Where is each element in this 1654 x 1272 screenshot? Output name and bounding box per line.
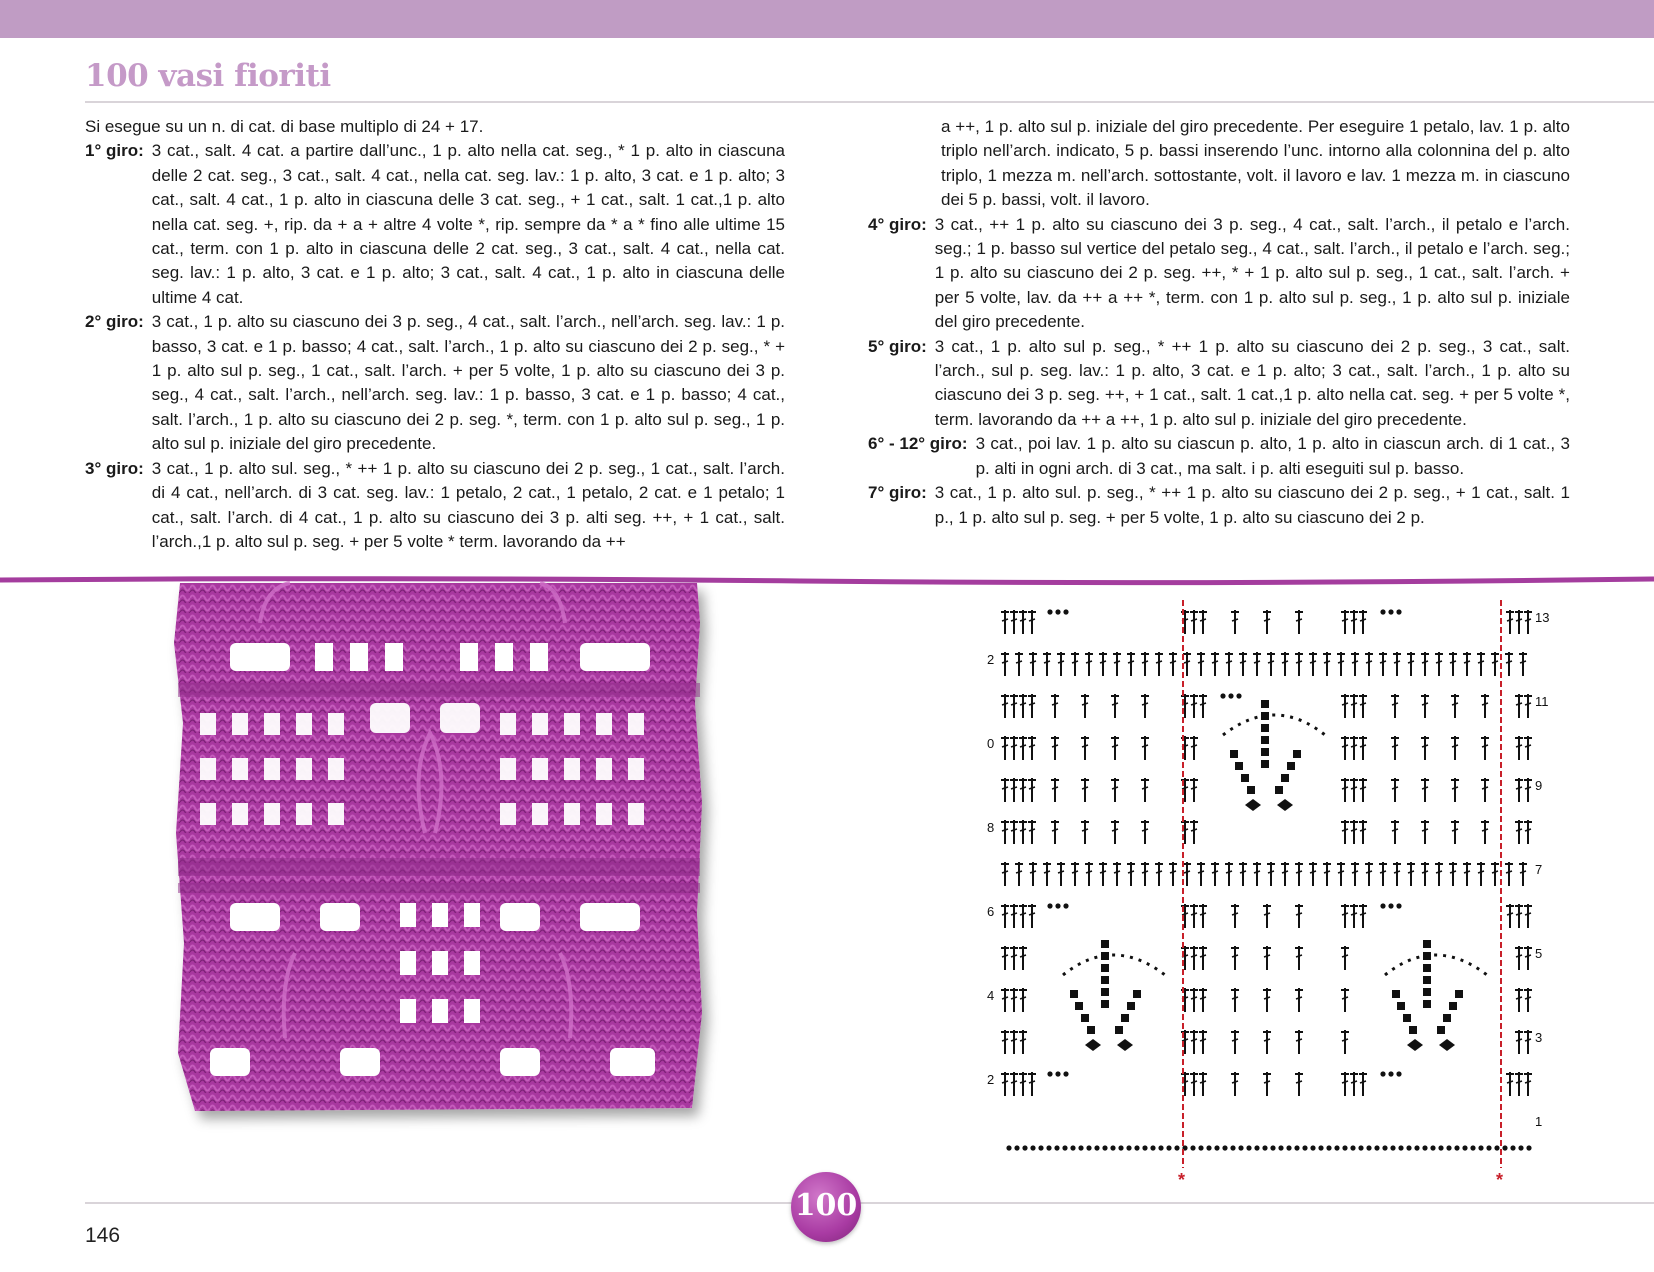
row-number-left: 0 [987, 736, 995, 751]
page-title: 100 vasi fioriti [85, 58, 331, 94]
repeat-marks [1178, 1170, 1503, 1190]
instruction-row-7 [868, 481, 1570, 530]
right-text-column [868, 115, 1570, 530]
row-label: 6° - 12° giro: [868, 434, 968, 454]
row-number-left: 4 [987, 988, 995, 1003]
row-numbers [987, 610, 1549, 1129]
page-number: 146 [85, 1224, 121, 1247]
row-text: 3 cat., 1 p. alto su ciascuno dei 3 p. seg., 4 cat., salt. l’arch., nell’arch. seg. lav.: 1 p. basso, 3 cat. e 1 p. basso; 4 cat., salt. l’arch., 1 p. alto su ciascuno dei 2 p. seg., * + 1 p. alto sul p. seg., 1 cat., salt. l’arch. + per 5 volte, 1 p. alto su ciascuno dei 3 p. seg., 4 cat., salt. l’arch., nell’arch. seg. lav.: 1 p. basso, 3 cat. e 1 p. basso; 4 cat., salt. l’arch., 1 p. alto su ciascuno dei 2 p. seg. *, term. con 1 p. alto sul p. seg., 1 p. alto sul p. iniziale del giro precedente. [151, 312, 785, 454]
crochet-swatch-photo [170, 583, 707, 1123]
intro-text: Si esegue su un n. di cat. di base multiplo di 24 + 17. [85, 117, 484, 136]
footer-divider [85, 1202, 1654, 1204]
row-number-right: 11 [1535, 694, 1549, 709]
row-label: 5° giro: [868, 336, 927, 356]
row-number-right: 13 [1535, 610, 1550, 625]
instruction-row-2 [85, 310, 785, 456]
instruction-row-6-12 [868, 432, 1570, 481]
row-label: 2° giro: [85, 312, 144, 332]
row-text: 3 cat., 1 p. alto sul p. seg., * ++ 1 p. alto su ciascuno dei 2 p. seg., 3 cat., salt. l’arch., sul p. seg. lav.: 1 p. alto, 3 cat. e 1 p. alto; 3 cat., salt. l’arch., 1 p. alto su ciascuno dei 3 p. seg. ++, + 1 cat., salt. 1 cat.,1 p. alto nella cat. seg. + per 5 volte *, term. lavorando da ++ a ++, 1 p. alto sul p. iniziale del giro precedente. [934, 336, 1570, 429]
row-label: 1° giro: [85, 141, 144, 161]
row-text: 3 cat., 1 p. alto sul. seg., * ++ 1 p. alto su ciascuno dei 2 p. seg., 1 cat., salt. l’arch. di 4 cat., nell’arch. di 3 cat. seg. lav.: 1 petalo, 2 cat., 1 petalo, 2 cat. e 1 petalo; 1 cat., salt. l’arch. di 4 cat., 1 p. alto su ciascuno dei 3 p. alti seg. ++, + 1 cat., salt. l’arch.,1 p. alto sul p. seg. + per 5 volte * term. lavorando da ++ [151, 458, 785, 551]
repeat-mark: * [1496, 1170, 1504, 1190]
petal-motifs [1063, 700, 1487, 1051]
instruction-row-4 [868, 213, 1570, 335]
row-number-left: 6 [987, 904, 995, 919]
pattern-number: 100 [794, 1188, 858, 1223]
row-text: 3 cat., salt. 4 cat. a partire dall’unc., 1 p. alto nella cat. seg., * 1 p. alto in ciascuna delle 2 cat. seg., 3 cat., salt. 4 cat., nella cat. seg. lav.: 1 p. alto, 3 cat. e 1 p. alto; 3 cat., salt. 4 cat., 1 p. alto in ciascuna delle 3 cat. seg., + 1 cat., salt. 1 cat.,1 p. alto nella cat. seg. +, rip. da + a + altre 4 volte *, rip. sempre da * a * fino alle ultime 15 cat., term. con 1 p. alto in ciascuna delle 2 cat. seg., 3 cat., salt. 4 cat., nella cat. seg. lav.: 1 p. alto, 3 cat. e 1 p. alto; 3 cat., salt. 4 cat., 1 p. alto in ciascuna delle ultime 4 cat. [151, 141, 785, 307]
instruction-row-5 [868, 335, 1570, 433]
row-label: 4° giro: [868, 214, 927, 234]
crochet-stitch-chart [987, 600, 1575, 1190]
left-text-column [85, 115, 785, 554]
row-number-right: 7 [1535, 862, 1543, 877]
row-text: 3 cat., ++ 1 p. alto su ciascuno dei 3 p. seg., 4 cat., salt. l’arch., il petalo e l’arch. seg.; 1 p. basso sul vertice del petalo seg., 4 cat., salt. l’arch., il petalo e l’arch. seg.; 1 p. alto su ciascuno dei 2 p. seg. ++, * + 1 p. alto sul p. seg., 1 cat., salt. l’arch. + per 5 volte, lav. da ++ a ++ *, term. con 1 p. alto sul p. seg., 1 p. alto sul p. iniziale del giro precedente. [934, 214, 1570, 332]
row-number-right: 1 [1535, 1114, 1543, 1129]
row-number-left: 2 [987, 652, 995, 667]
stitch-rows [1001, 609, 1532, 1150]
repeat-mark: * [1178, 1170, 1186, 1190]
row-label: 3° giro: [85, 458, 144, 478]
instruction-row-3 [85, 457, 785, 555]
title-divider [85, 101, 1654, 103]
instruction-row-1 [85, 139, 785, 310]
row-text: 3 cat., poi lav. 1 p. alto su ciascun p. alto, 1 p. alto in ciascun arch. di 1 cat., 3 p. alti in ogni arch. di 3 cat., ma salt. i p. alti eseguiti sul p. basso. [975, 434, 1570, 478]
row-number-left: 2 [987, 1072, 995, 1087]
row-number-right: 9 [1535, 778, 1543, 793]
row-number-right: 5 [1535, 946, 1543, 961]
row-number-right: 3 [1535, 1030, 1543, 1045]
row-number-left: 8 [987, 820, 995, 835]
row-text: 3 cat., 1 p. alto sul. p. seg., * ++ 1 p. alto su ciascuno dei 2 p. seg., + 1 cat., salt. 1 p., 1 p. alto sul p. seg. + per 5 volte, 1 p. alto su ciascuno dei 2 p. [934, 483, 1570, 527]
top-color-bar [0, 0, 1654, 38]
continuation-text: a ++, 1 p. alto sul p. iniziale del giro precedente. Per eseguire 1 petalo, lav. 1 p. alto triplo nell’arch. indicato, 5 p. bassi inserendo l’unc. intorno alla colonnina del p. alto triplo, 1 mezza m. nell’arch. sottostante, volt. il lavoro e lav. 1 mezza m. in ciascuno dei 5 p. bassi, volt. il lavoro. [941, 117, 1570, 210]
row-label: 7° giro: [868, 483, 927, 503]
